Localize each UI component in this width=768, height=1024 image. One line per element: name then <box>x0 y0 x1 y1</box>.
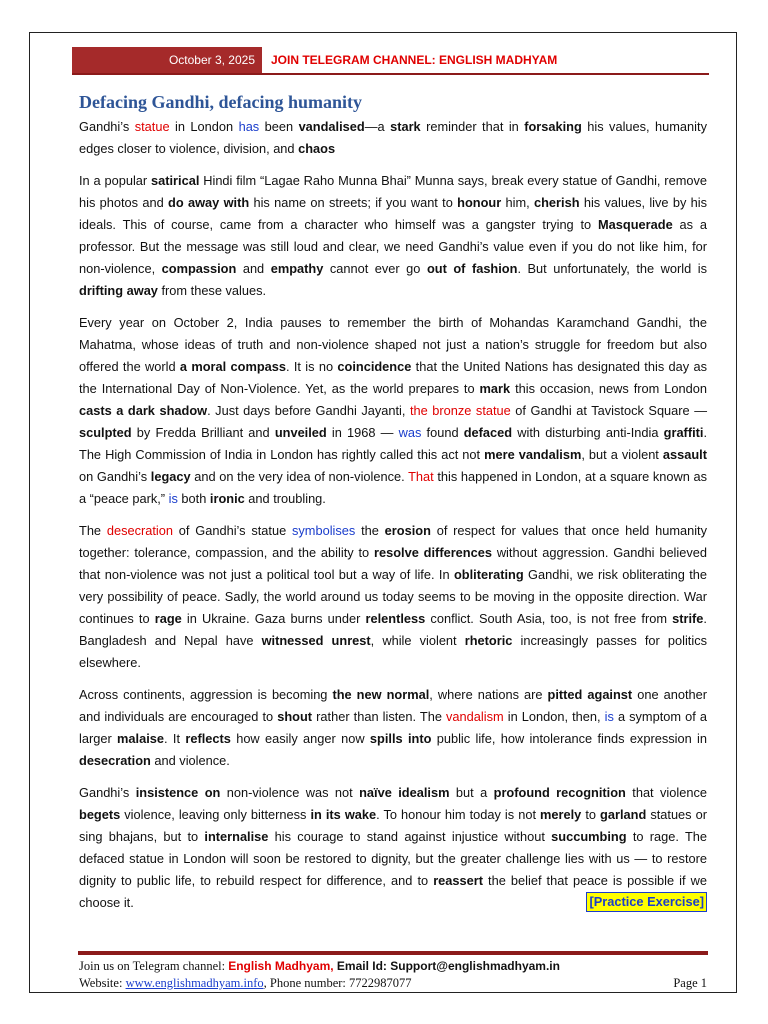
text-run: of respect for values that once held humanity together: tolerance, compassion, and the ability to <box>79 523 708 560</box>
text-run: . But unfortunately, the world is <box>517 261 707 276</box>
text-run: , while violent <box>370 633 465 648</box>
bold-term: reflects <box>185 731 231 746</box>
text-run: and on the very idea of non-violence. <box>190 469 409 484</box>
text-run: without aggression. Gandhi believed that non-violence was not just a political tool but a way of life. In <box>79 545 707 582</box>
text-run: but a <box>449 785 494 800</box>
bold-term: ironic <box>209 491 245 506</box>
text-run: Across continents, aggression is becoming <box>79 687 333 702</box>
highlight-red: desecration <box>106 523 174 538</box>
text-run: , where nations are <box>429 687 548 702</box>
article-title: Defacing Gandhi, defacing humanity <box>79 92 363 112</box>
text-run: that violence <box>625 785 707 800</box>
text-run: how easily anger now <box>230 731 370 746</box>
text-run: . It <box>164 731 186 746</box>
footer-website-link[interactable]: www.englishmadhyam.info <box>125 976 264 990</box>
bold-term: obliterating <box>453 567 524 582</box>
bold-term: malaise <box>117 731 165 746</box>
bold-term: a moral compass <box>179 359 286 374</box>
bold-term: relentless <box>365 611 426 626</box>
text-run: this happened in London, at a square known as a “peace park,” <box>79 469 707 506</box>
text-run: one another and individuals are encouraged to <box>79 687 707 724</box>
bold-term: pitted against <box>547 687 633 702</box>
text-run: to rage. The defaced statue in London will soon be restored to dignity, but the greater challenge lies with us — to restore dignity to public life, to rebuild respect for difference, and to <box>79 829 708 888</box>
footer <box>79 958 707 992</box>
practice-exercise-link[interactable]: [Practice Exercise] <box>586 892 707 912</box>
text-run: in 1968 — <box>326 425 399 440</box>
text-run: of Gandhi’s statue <box>173 523 292 538</box>
text-run: the <box>355 523 385 538</box>
paragraph <box>79 520 707 674</box>
text-run: . To honour him today is not <box>376 807 541 822</box>
bold-term: merely <box>540 807 582 822</box>
text-run: . Just days before Gandhi Jayanti, <box>207 403 410 418</box>
text-run: non-violence was not <box>220 785 360 800</box>
text-run: The <box>79 523 107 538</box>
text-run: the belief that peace is possible if we choose it. <box>79 873 707 910</box>
bold-term: sculpted <box>79 425 132 440</box>
bold-term: succumbing <box>551 829 627 844</box>
highlight-blue: is <box>604 709 614 724</box>
footer-website-label: Website: <box>79 976 126 990</box>
paragraph <box>79 684 707 772</box>
bold-term: defaced <box>463 425 513 440</box>
text-run: that the United Nations has designated this day as the International Day of Non-Violence. Yet, as the world prepares to <box>79 359 707 396</box>
bold-term: strife <box>672 611 704 626</box>
footer-channel-name[interactable]: English Madhyam, <box>228 959 334 973</box>
text-run: been <box>259 119 299 134</box>
bold-term: casts a dark shadow <box>79 403 208 418</box>
header-date: October 3, 2025 <box>72 47 262 73</box>
bold-term: graffiti <box>663 425 704 440</box>
footer-join-text: Join us on Telegram channel: <box>79 959 229 973</box>
highlight-red: the bronze statue <box>409 403 511 418</box>
highlight-blue: was <box>398 425 422 440</box>
page-number: Page 1 <box>673 976 707 990</box>
bold-term: Masquerade <box>598 217 673 232</box>
bold-term: rage <box>154 611 182 626</box>
bold-term: erosion <box>384 523 431 538</box>
text-run: from these values. <box>157 283 267 298</box>
bold-term: in its wake <box>310 807 377 822</box>
bold-term: stark <box>390 119 421 134</box>
bold-term: rhetoric <box>464 633 513 648</box>
bold-term: witnessed unrest <box>261 633 371 648</box>
bold-term: compassion <box>161 261 237 276</box>
paragraph <box>79 312 707 510</box>
text-run: his courage to stand against injustice without <box>268 829 552 844</box>
highlight-blue: is <box>168 491 178 506</box>
text-run: cannot ever go <box>323 261 427 276</box>
footer-contact-line <box>79 958 707 975</box>
practice-row <box>79 892 707 912</box>
bold-term: assault <box>662 447 707 462</box>
bold-term: mark <box>479 381 511 396</box>
paragraph <box>79 116 707 160</box>
bold-term: begets <box>79 807 121 822</box>
footer-website-line <box>79 975 707 992</box>
text-run: by Fredda Brilliant and <box>131 425 275 440</box>
paragraph <box>79 170 707 302</box>
bold-term: mere vandalism <box>484 447 582 462</box>
header-bar <box>72 47 709 75</box>
bold-term: chaos <box>298 141 336 156</box>
text-run: in Ukraine. Gaza burns under <box>181 611 366 626</box>
text-run: a symptom of a larger <box>79 709 707 746</box>
article-body <box>79 116 707 912</box>
text-run: his name on streets; if you want to <box>249 195 458 210</box>
text-run: Hindi film “Lagae Raho Munna Bhai” Munna says, break every statue of Gandhi, remove his photos and <box>79 173 707 210</box>
highlight-blue: has <box>238 119 260 134</box>
text-run: as a professor. But the message was still loud and clear, we need Gandhi’s value even if you do not like him, for non-violence, <box>79 217 707 276</box>
bold-term: desecration <box>79 753 151 768</box>
footer-phone: , Phone number: 7722987077 <box>263 976 412 990</box>
text-run: found <box>421 425 464 440</box>
text-run: with disturbing anti-India <box>512 425 664 440</box>
bold-term: garland <box>600 807 647 822</box>
bold-term: legacy <box>150 469 191 484</box>
text-run: , but a violent <box>581 447 663 462</box>
bold-term: cherish <box>534 195 580 210</box>
bold-term: empathy <box>270 261 324 276</box>
bold-term: unveiled <box>274 425 327 440</box>
text-run: public life, how intolerance finds expression in <box>431 731 707 746</box>
bold-term: profound recognition <box>493 785 626 800</box>
bold-term: honour <box>457 195 502 210</box>
highlight-red: statue <box>134 119 170 134</box>
text-run: Every year on October 2, India pauses to remember the birth of Mohandas Karamchand Gandhi, the Mahatma, whose ideas of truth and non-violence shaped not just a nation’s struggle for freedom but also offered the world <box>79 315 707 374</box>
bold-term: satirical <box>151 173 200 188</box>
text-run: violence, leaving only bitterness <box>120 807 311 822</box>
text-run: Gandhi, we risk obliterating the very possibility of peace. Sadly, the world around us today seems to be moving in the opposite direction. War continues to <box>79 567 707 626</box>
bold-term: internalise <box>204 829 269 844</box>
bold-term: coincidence <box>337 359 412 374</box>
bold-term: forsaking <box>524 119 582 134</box>
text-run: of Gandhi at Tavistock Square — <box>510 403 707 418</box>
highlight-red: vandalism <box>446 709 504 724</box>
text-run: Gandhi’s <box>79 785 136 800</box>
text-run: to <box>581 807 601 822</box>
text-run: his values, humanity edges closer to violence, division, and <box>79 119 707 156</box>
text-run: this occasion, news from London <box>510 381 707 396</box>
bold-term: shout <box>277 709 313 724</box>
footer-email[interactable]: Email Id: Support@englishmadhyam.in <box>333 959 560 973</box>
text-run: in London, then, <box>503 709 605 724</box>
highlight-red: That <box>408 469 434 484</box>
text-run: him, <box>501 195 534 210</box>
text-run: . The High Commission of India in London has rightly called this act not <box>79 425 708 462</box>
text-run: . Bangladesh and Nepal have <box>79 611 707 648</box>
highlight-blue: symbolises <box>292 523 356 538</box>
bold-term: the new normal <box>332 687 430 702</box>
bold-term: drifting away <box>79 283 158 298</box>
bold-term: resolve differences <box>374 545 492 560</box>
text-run: —a <box>364 119 391 134</box>
bold-term: do away with <box>168 195 250 210</box>
text-run: and <box>236 261 271 276</box>
text-run: conflict. South Asia, too, is not free from <box>425 611 673 626</box>
text-run: and violence. <box>150 753 230 768</box>
text-run: statues or sing bhajans, but to <box>79 807 707 844</box>
footer-divider <box>78 951 708 955</box>
bold-term: spills into <box>369 731 432 746</box>
text-run: rather than listen. The <box>312 709 447 724</box>
text-run: In a popular <box>79 173 151 188</box>
text-run: both <box>177 491 210 506</box>
text-run: on Gandhi’s <box>79 469 151 484</box>
bold-term: naïve idealism <box>359 785 450 800</box>
text-run: in London <box>169 119 239 134</box>
text-run: Gandhi’s <box>79 119 135 134</box>
text-run: and troubling. <box>244 491 326 506</box>
bold-term: vandalised <box>298 119 365 134</box>
text-run: . It is no <box>286 359 338 374</box>
text-run: his values, live by his ideals. This of course, came from a character who himself was a gangster trying to <box>79 195 707 232</box>
telegram-banner[interactable]: JOIN TELEGRAM CHANNEL: ENGLISH MADHYAM <box>271 53 558 67</box>
bold-term: reassert <box>433 873 483 888</box>
bold-term: out of fashion <box>426 261 518 276</box>
bold-term: insistence on <box>135 785 221 800</box>
text-run: increasingly passes for politics elsewhere. <box>79 633 707 670</box>
text-run: reminder that in <box>420 119 525 134</box>
